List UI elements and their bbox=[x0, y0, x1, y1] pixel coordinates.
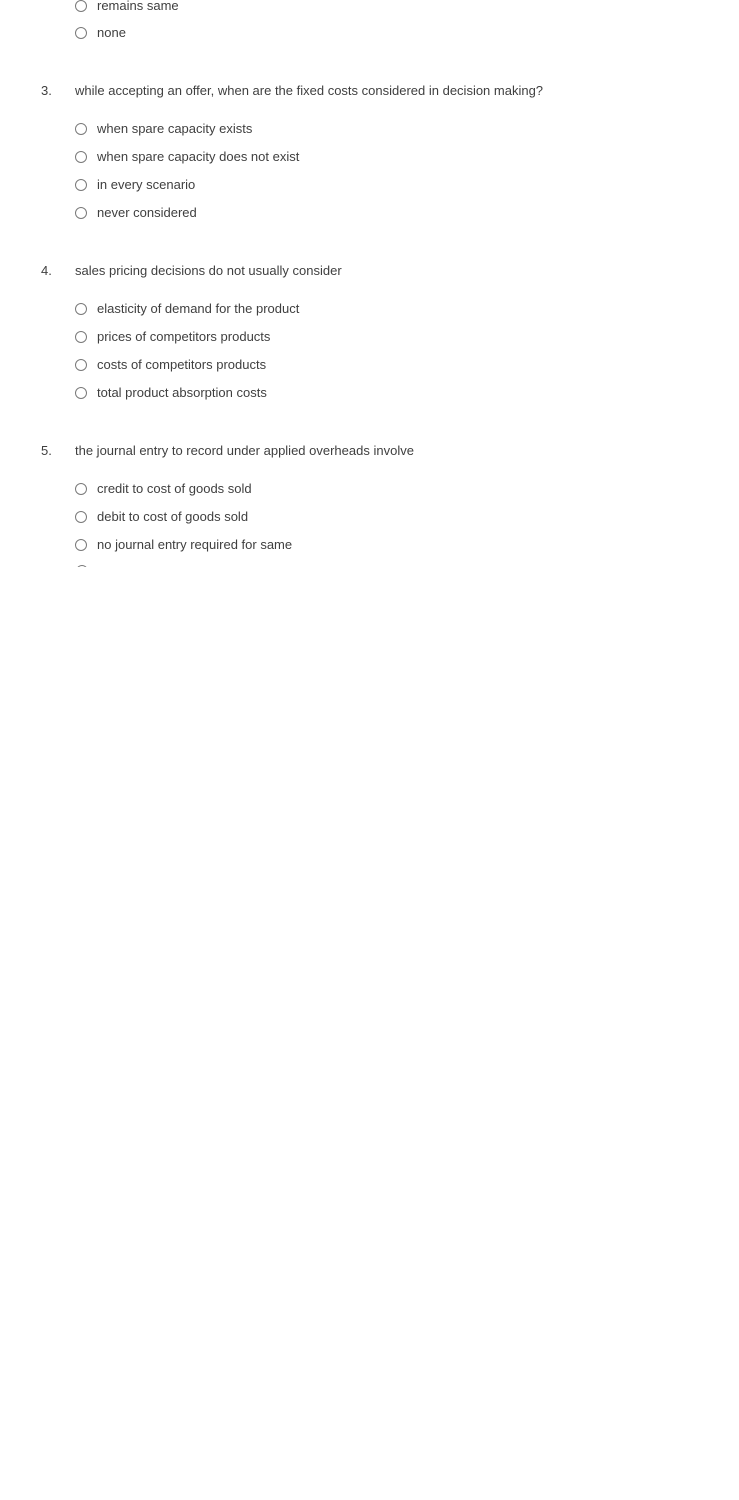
radio-button-icon[interactable] bbox=[75, 0, 87, 12]
option-label: no journal entry required for same bbox=[97, 537, 293, 552]
radio-option[interactable] bbox=[75, 357, 266, 373]
radio-button-icon[interactable] bbox=[75, 387, 87, 399]
option-label: credit to cost of goods sold bbox=[97, 481, 252, 496]
option-label: prices of competitors products bbox=[97, 329, 271, 344]
option-label: debit to cost of goods sold bbox=[97, 509, 249, 524]
option-label: never considered bbox=[97, 205, 197, 220]
question-text: while accepting an offer, when are the fixed costs considered in decision making? bbox=[75, 83, 544, 98]
option-label: in every scenario bbox=[97, 177, 196, 192]
radio-button-icon[interactable] bbox=[75, 179, 87, 191]
radio-button-icon[interactable] bbox=[75, 539, 87, 551]
option-label: none bbox=[97, 25, 126, 40]
radio-option[interactable] bbox=[75, 509, 248, 525]
question-number: 3. bbox=[41, 83, 52, 98]
radio-option[interactable] bbox=[75, 177, 195, 193]
question-number: 4. bbox=[41, 263, 52, 278]
radio-option[interactable] bbox=[75, 205, 197, 221]
radio-button-icon[interactable] bbox=[75, 207, 87, 219]
radio-option[interactable] bbox=[75, 481, 252, 497]
radio-option[interactable] bbox=[75, 25, 126, 41]
option-label: when spare capacity does not exist bbox=[97, 149, 300, 164]
question-text: sales pricing decisions do not usually consider bbox=[75, 263, 342, 278]
option-label: when spare capacity exists bbox=[97, 121, 253, 136]
radio-button-icon[interactable] bbox=[75, 331, 87, 343]
radio-option[interactable] bbox=[75, 385, 267, 401]
option-label: elasticity of demand for the product bbox=[97, 301, 300, 316]
radio-option[interactable] bbox=[75, 301, 299, 317]
radio-button-icon[interactable] bbox=[76, 565, 88, 567]
radio-button-icon[interactable] bbox=[75, 151, 87, 163]
radio-button-icon[interactable] bbox=[75, 483, 87, 495]
radio-option[interactable] bbox=[75, 329, 270, 345]
option-label: total product absorption costs bbox=[97, 385, 267, 400]
option-label: costs of competitors products bbox=[97, 357, 267, 372]
radio-button-icon[interactable] bbox=[75, 123, 87, 135]
option-label: remains same bbox=[97, 0, 179, 13]
radio-option[interactable] bbox=[75, 121, 252, 137]
radio-button-icon[interactable] bbox=[75, 303, 87, 315]
radio-button-icon[interactable] bbox=[75, 27, 87, 39]
radio-option[interactable] bbox=[75, 149, 299, 165]
question-number: 5. bbox=[41, 443, 52, 458]
radio-button-icon[interactable] bbox=[75, 511, 87, 523]
quiz-form bbox=[0, 0, 739, 567]
radio-button-icon[interactable] bbox=[75, 359, 87, 371]
radio-option[interactable] bbox=[75, 0, 179, 14]
radio-option[interactable] bbox=[75, 537, 292, 553]
question-text: the journal entry to record under applied overheads involve bbox=[75, 443, 414, 458]
